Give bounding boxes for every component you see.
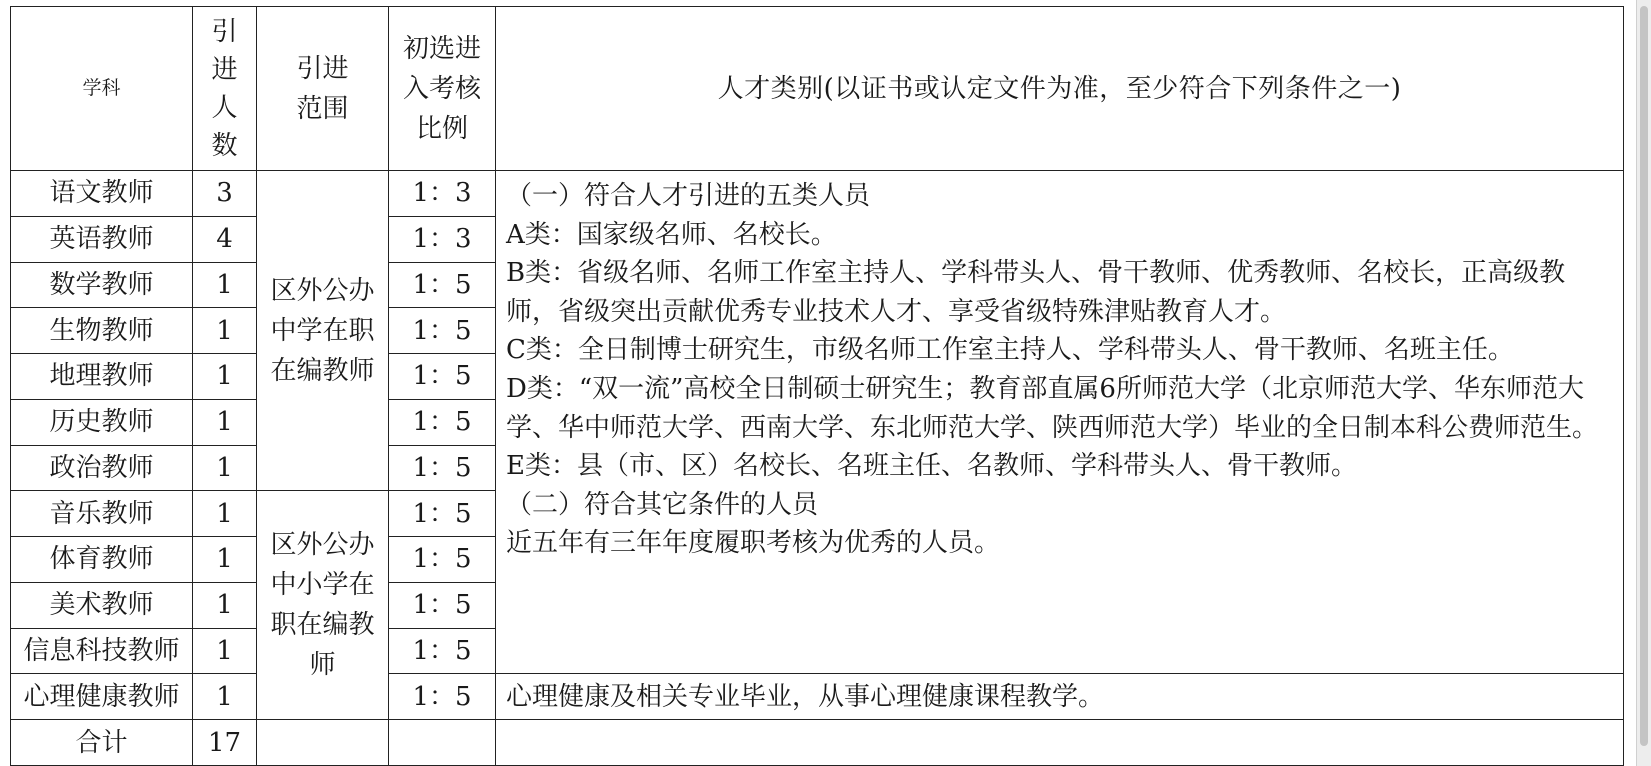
count-cell: 3	[193, 171, 257, 217]
vertical-scrollbar[interactable]	[1636, 0, 1651, 766]
count-cell: 1	[193, 262, 257, 308]
requirement-item: B类：省级名师、名师工作室主持人、学科带头人、骨干教师、优秀教师、名校长，正高级教师，省级突出贡献优秀专业技术人才、享受省级特殊津贴教育人才。	[506, 258, 1566, 327]
header-scope: 引进 范围	[257, 7, 389, 171]
ratio-cell: 1：5	[389, 491, 496, 537]
header-talent-category: 人才类别(以证书或认定文件为准，至少符合下列条件之一)	[496, 7, 1624, 171]
subject-cell: 英语教师	[11, 216, 193, 262]
subject-cell: 地理教师	[11, 354, 193, 400]
ratio-cell: 1：5	[389, 628, 496, 674]
ratio-cell: 1：3	[389, 216, 496, 262]
table-row	[11, 171, 1624, 217]
count-cell: 1	[193, 582, 257, 628]
total-row	[11, 720, 1624, 766]
ratio-cell: 1：5	[389, 262, 496, 308]
requirements-cell	[496, 171, 1624, 674]
psych-requirement-cell: 心理健康及相关专业毕业，从事心理健康课程教学。	[496, 674, 1624, 720]
requirement-item: E类：县（市、区）名校长、名班主任、名教师、学科带头人、骨干教师。	[506, 451, 1357, 482]
empty-cell	[389, 720, 496, 766]
subject-cell: 美术教师	[11, 582, 193, 628]
recruitment-table	[10, 6, 1624, 766]
requirement-item: （二）符合其它条件的人员	[506, 489, 819, 520]
subject-cell: 语文教师	[11, 171, 193, 217]
ratio-cell: 1：5	[389, 582, 496, 628]
empty-cell	[496, 720, 1624, 766]
ratio-cell: 1：5	[389, 308, 496, 354]
requirement-item: 近五年有三年年度履职考核为优秀的人员。	[506, 528, 1001, 559]
count-cell: 1	[193, 674, 257, 720]
header-subject: 学科	[11, 7, 193, 171]
ratio-cell: 1：5	[389, 537, 496, 583]
count-cell: 1	[193, 628, 257, 674]
count-cell: 1	[193, 537, 257, 583]
scope-cell-middle-school: 区外公办 中学在职 在编教师	[257, 171, 389, 491]
requirement-item: A类：国家级名师、名校长。	[506, 219, 837, 250]
count-cell: 1	[193, 491, 257, 537]
count-cell: 1	[193, 445, 257, 491]
header-count: 引 进 人 数	[193, 7, 257, 171]
total-label: 合计	[11, 720, 193, 766]
subject-cell: 心理健康教师	[11, 674, 193, 720]
ratio-cell: 1：5	[389, 399, 496, 445]
ratio-cell: 1：5	[389, 674, 496, 720]
count-cell: 1	[193, 399, 257, 445]
requirement-item: D类：“双一流”高校全日制硕士研究生；教育部直属6所师范大学（北京师范大学、华东师范大学、华中师范大学、西南大学、东北师范大学、陕西师范大学）毕业的全日制本科公费师范生。	[506, 374, 1599, 443]
scope-cell-primary-middle-school: 区外公办 中小学在 职在编教 师	[257, 491, 389, 720]
subject-cell: 数学教师	[11, 262, 193, 308]
subject-cell: 生物教师	[11, 308, 193, 354]
requirement-item: （一）符合人才引进的五类人员	[506, 181, 871, 212]
requirement-item: C类：全日制博士研究生，市级名师工作室主持人、学科带头人、骨干教师、名班主任。	[506, 335, 1514, 366]
count-cell: 1	[193, 354, 257, 400]
count-cell: 1	[193, 308, 257, 354]
subject-cell: 体育教师	[11, 537, 193, 583]
count-cell: 4	[193, 216, 257, 262]
subject-cell: 信息科技教师	[11, 628, 193, 674]
ratio-cell: 1：3	[389, 171, 496, 217]
total-count: 17	[193, 720, 257, 766]
scrollbar-thumb[interactable]	[1640, 6, 1648, 746]
subject-cell: 政治教师	[11, 445, 193, 491]
subject-cell: 音乐教师	[11, 491, 193, 537]
ratio-cell: 1：5	[389, 445, 496, 491]
table-row	[11, 674, 1624, 720]
subject-cell: 历史教师	[11, 399, 193, 445]
header-row	[11, 7, 1624, 171]
ratio-cell: 1：5	[389, 354, 496, 400]
empty-cell	[257, 720, 389, 766]
header-ratio: 初选进 入考核 比例	[389, 7, 496, 171]
